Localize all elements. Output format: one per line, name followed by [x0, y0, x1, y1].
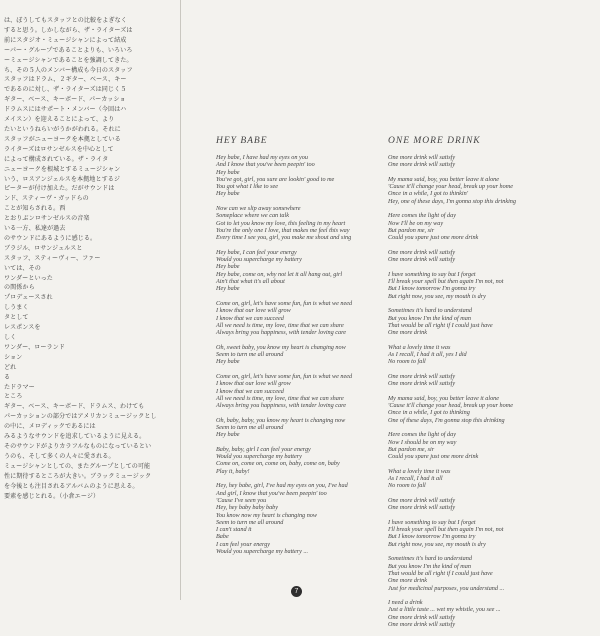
lyric-line: You know now my heart is changing now: [216, 511, 318, 519]
lyric-line: I have something to say but I forget: [388, 518, 476, 526]
lyric-stanza: [388, 307, 593, 336]
notes-line: ーミュージシャンであることを強調してきた。: [4, 56, 133, 64]
notes-line: のサウンドにあるように感じる。: [4, 234, 97, 242]
lyric-line: I can feel your energy: [216, 540, 271, 548]
lyric-line: No room to fall: [388, 358, 426, 366]
notes-line: ギター、ベース、キーボード、パーカッショ: [4, 96, 126, 104]
notes-line: いう、ロスアンジェルスを本拠地とするジ: [4, 175, 121, 183]
lyric-line: Seem to turn me all around: [216, 351, 284, 359]
lyric-stanza: [388, 519, 593, 548]
lyric-stanza: [388, 344, 593, 366]
notes-line: によって構成されている。ザ・ライタ: [4, 155, 109, 163]
lyric-line: That would be all right if I could just have: [388, 569, 493, 577]
lyric-line: My mama said, boy, you better leave it alone: [388, 175, 500, 183]
lyric-stanza: [216, 300, 381, 336]
lyric-line: Come on, come on, come on, baby, come on, baby: [216, 460, 340, 468]
lyric-line: I need a drink: [388, 599, 423, 607]
lyric-stanza: [216, 482, 381, 555]
lyric-line: I can't stand it: [216, 526, 252, 534]
lyric-line: Here comes the light of day: [388, 212, 456, 220]
lyric-line: Hey babe, I have had my eyes on you: [216, 154, 308, 161]
lyric-line: Got to let you know my love, this feeling in my heart: [216, 219, 346, 227]
lyric-line: And girl, I know that you've been peepin' too: [216, 489, 327, 497]
lyric-line: Could you spare just one more drink: [388, 453, 479, 461]
lyric-line: One more drink will satisfy: [388, 372, 456, 380]
notes-line: ことが知らされる。西: [4, 205, 66, 213]
notes-line: みるようなサウンドを追求しているように見える。: [4, 433, 146, 441]
notes-line: ところ: [4, 393, 23, 401]
notes-line: とおりぶンロサンゼルスの音楽: [4, 215, 90, 223]
lyric-line: Oh, baby, baby, you know my heart is changing now: [216, 416, 346, 424]
lyric-line: All we need is time, my love, time that we can share: [216, 321, 344, 329]
notes-line: どれ: [4, 363, 17, 371]
lyric-line: Ain't that what it's all about: [216, 278, 285, 286]
notes-line: であるのに対し、ザ・ライターズは同じく５: [4, 86, 127, 94]
lyric-line: What a lovely time it was: [388, 343, 451, 351]
lyric-line: Now I should be on my way: [388, 438, 457, 446]
lyric-line: Here comes the light of day: [388, 431, 456, 439]
notes-line: を今後とも注目されるアルバムのように思える。: [4, 482, 139, 490]
lyric-line: One more drink will satisfy: [388, 621, 456, 628]
song-title-one-more-drink: ONE MORE DRINK: [388, 136, 481, 146]
column-divider: [180, 0, 181, 600]
notes-line: ミュージシャンとしての、またグループとしての可能: [4, 462, 151, 470]
lyric-line: Come on, girl, let's have some fun, fun is what we need: [216, 299, 353, 307]
lyric-line: Seem to turn me all around: [216, 423, 284, 431]
lyric-stanza: [388, 212, 593, 241]
lyric-line: Babe: [216, 533, 229, 541]
notes-line: ピーターが付け加えた。だがサウンドは: [4, 185, 115, 193]
notes-line: しく: [4, 334, 17, 341]
notes-line: る: [4, 373, 11, 381]
notes-line: いては、その: [4, 264, 41, 272]
lyric-line: But I know tomorrow I'm gonna try: [388, 285, 476, 293]
notes-line: ブラジル、ロサンジェルスと: [4, 244, 83, 252]
notes-line: は、ぼうしてもスタッフとの比較をよぎなく: [4, 17, 127, 24]
lyric-line: No room to fall: [388, 482, 426, 490]
lyric-line: But you know I'm the kind of man: [388, 562, 471, 570]
lyric-line: Hey babe, I can feel your energy: [216, 248, 297, 256]
notes-line: ーパー・グループであることよりも、いろいろ: [4, 46, 133, 54]
lyric-line: That would be all right if I could just have: [388, 321, 493, 329]
lyric-line: Hey, hey babe, girl, I've had my eyes on you, I've had: [216, 482, 348, 490]
lyric-line: You've got, girl, you sure are lookin' good to me: [216, 175, 335, 183]
lyric-line: But right now, you see, my mouth is dry: [388, 540, 486, 548]
notes-line: の中に、メロディックであるには: [4, 423, 96, 431]
lyric-line: One more drink: [388, 329, 427, 337]
lyric-line: I'll break your spell but then again I'm not, not: [388, 278, 504, 286]
lyric-stanza: [216, 344, 381, 366]
lyric-line: Just for medicinal purposes, you understand ...: [388, 584, 505, 592]
lyric-line: One more drink will satisfy: [388, 380, 456, 388]
lyric-line: I have something to say but I forget: [388, 270, 476, 278]
lyric-stanza: [216, 249, 381, 293]
lyric-stanza: [388, 431, 593, 460]
lyric-line: But pardon me, sir: [388, 445, 435, 453]
lyric-stanza: [216, 154, 381, 198]
notes-line: ライターズはロサンゼルスを中心として: [4, 145, 114, 153]
notes-line: ギター、ベース、キーボード、ドラムス、わけても: [4, 403, 145, 411]
lyric-line: Every time I see you, girl, you make me shout and sing: [216, 234, 352, 242]
page-number-badge: 7: [291, 586, 302, 597]
lyric-line: Hey babe: [216, 263, 240, 271]
lyric-line: All we need is time, my love, time that we can share: [216, 394, 344, 402]
notes-line: そのサウンドがよりカラフルなものになっているとい: [4, 442, 152, 450]
lyric-line: Now can we slip away somewhere: [216, 205, 301, 213]
lyric-line: Baby, baby, girl I can feel your energy: [216, 445, 311, 453]
notes-line: ニューヨークを根城とするミュージシャン: [4, 165, 121, 173]
notes-line: パーカッションの部分ではアメリカンミュージックとし: [4, 413, 157, 421]
notes-line: 性に期待するところが大きい。ブラックミュージック: [4, 472, 152, 480]
notes-line: すると思う。しかしながら、ザ・ライターズは: [4, 26, 133, 34]
lyric-stanza: [388, 271, 593, 300]
lyric-line: Hey babe: [216, 285, 240, 293]
lyric-line: Would you supercharge my battery ...: [216, 548, 309, 556]
lyric-line: I'll break your spell but then again I'm not, not: [388, 526, 504, 534]
notes-line: ワンダー、ローランド: [4, 343, 65, 351]
lyric-line: One more drink will satisfy: [388, 496, 456, 504]
lyric-stanza: [216, 417, 381, 439]
lyric-line: Could you spare just one more drink: [388, 234, 479, 242]
lyric-line: I know that our love will grow: [216, 380, 291, 388]
notes-line: スタッフ、スティーヴィー、ファー: [4, 254, 101, 262]
lyric-line: Play it, baby!: [216, 467, 250, 475]
lyric-line: One more drink will satisfy: [388, 504, 456, 512]
lyric-line: My mama said, boy, you better leave it alone: [388, 394, 500, 402]
notes-line: 前にスタジオ・ミュージシャンによって結成: [4, 36, 127, 44]
lyric-stanza: [388, 395, 593, 424]
lyric-line: One more drink: [388, 577, 427, 585]
lyric-stanza: [216, 373, 381, 409]
lyric-line: Someplace where we can talk: [216, 212, 289, 220]
notes-line: ション: [4, 353, 23, 361]
lyric-stanza: [388, 154, 593, 169]
lyric-line: Hey babe, come on, why not let it all hang out, girl: [216, 270, 343, 278]
lyric-line: You got what I like to see: [216, 183, 278, 191]
lyric-line: Always bring you happiness, with tender loving care: [216, 329, 347, 337]
lyric-line: Now I'll be on my way: [388, 219, 444, 227]
lyric-stanza: [388, 373, 593, 388]
lyric-line: You're the only one I love, that makes me feel this way: [216, 226, 350, 234]
lyric-line: One of these days, I'm gonna stop this drinking: [388, 416, 505, 424]
lyrics-one-more-drink: [388, 154, 593, 628]
lyric-line: What a lovely time it was: [388, 467, 451, 475]
notes-line: 要素を感じとれる。（小倉エージ）: [4, 492, 100, 500]
lyric-line: Hey babe: [216, 431, 240, 439]
notes-line: いる一方、私達が過去: [4, 225, 66, 233]
lyric-line: But I know tomorrow I'm gonna try: [388, 533, 476, 541]
lyric-stanza: [388, 497, 593, 512]
lyric-line: Hey, hey baby baby baby: [216, 504, 279, 512]
lyric-line: Hey, one of these days, I'm gonna stop this drinking: [388, 197, 516, 205]
lyric-line: Hey babe: [216, 358, 240, 366]
notes-line: しうまく: [4, 304, 29, 312]
lyric-line: Seem to turn me all around: [216, 518, 284, 526]
lyric-line: Always bring you happiness, with tender loving care: [216, 402, 347, 410]
notes-line: ち、その５人のメンバー構成も今日のスタッフ: [4, 66, 133, 74]
notes-line: たドラマー: [4, 383, 35, 391]
notes-line: ワンダーといった: [4, 274, 53, 282]
lyric-stanza: [388, 176, 593, 205]
lyrics-hey-babe: [216, 154, 381, 555]
lyric-line: Oh, sweet baby, you know my heart is changing now: [216, 343, 346, 351]
notes-line: レスポンスを: [4, 324, 41, 332]
notes-line: スタッフはドラム、２ギター、ベース、キー: [4, 76, 127, 84]
lyric-line: Hey babe: [216, 190, 240, 198]
lyric-line: 'Cause it'll change your head, break up your home: [388, 402, 513, 410]
lyric-line: But you know I'm the kind of man: [388, 314, 471, 322]
lyric-line: And I know that you've been peepin' too: [216, 161, 315, 169]
lyric-stanza: [388, 555, 593, 591]
lyric-line: But right now, you see, my mouth is dry: [388, 292, 486, 300]
lyric-line: As I recall, I had it all, yes I did: [388, 351, 467, 359]
lyric-line: Once in a while, I got to thinking: [388, 409, 470, 417]
song-title-hey-babe: HEY BABE: [216, 136, 268, 146]
lyric-line: Hey babe: [216, 168, 240, 176]
lyric-line: I know that we can succeed: [216, 314, 284, 322]
lyric-line: Just a little taste ... wet my whistle, you see ...: [388, 606, 501, 614]
lyric-line: I know that we can succeed: [216, 387, 284, 395]
lyric-line: One more drink will satisfy: [388, 154, 456, 161]
lyric-stanza: [216, 446, 381, 475]
lyric-line: One more drink will satisfy: [388, 161, 456, 169]
notes-line: メイスン）を迎えることによって、より: [4, 116, 115, 124]
notes-line: スタッフがニューヨークを本拠としている: [4, 135, 121, 143]
notes-line: の関係から: [4, 284, 35, 292]
lyric-stanza: [388, 249, 593, 264]
song-one-more-drink: [388, 136, 593, 636]
japanese-notes-column: [4, 16, 166, 586]
lyric-line: 'Cause it'll change your head, break up your home: [388, 183, 513, 191]
notes-line: タとして: [4, 314, 29, 322]
lyric-line: One more drink will satisfy: [388, 613, 456, 621]
lyric-line: I know that our love will grow: [216, 307, 291, 315]
lyric-line: Sometimes it's hard to understand: [388, 555, 472, 563]
lyric-line: Would you supercharge my battery: [216, 453, 302, 461]
notes-line: うのも、そして多くの人々に愛される。: [4, 452, 115, 460]
lyric-stanza: [388, 599, 593, 628]
lyric-line: But pardon me, sir: [388, 226, 435, 234]
notes-line: ンド、スティーヴ・ガッドらの: [4, 195, 89, 203]
lyric-line: One more drink will satisfy: [388, 256, 456, 264]
lyric-stanza: [216, 205, 381, 241]
lyric-line: Come on, girl, let's have some fun, fun is what we need: [216, 372, 353, 380]
lyric-line: 'Cause I've seen you: [216, 496, 267, 504]
lyric-line: Would you supercharge my battery: [216, 256, 302, 264]
lyric-stanza: [388, 468, 593, 490]
notes-line: たいというねらいがうかがわれる。それに: [4, 125, 121, 133]
lyric-line: Sometimes it's hard to understand: [388, 307, 472, 315]
notes-line: ドラムスにはサポート・メンバー（今回はハ: [4, 106, 127, 114]
lyric-line: As I recall, I had it all: [388, 475, 443, 483]
notes-line: プロデュースされ: [4, 294, 53, 302]
lyric-line: Once in a while, I got to thinkin': [388, 190, 469, 198]
lyric-line: One more drink will satisfy: [388, 248, 456, 256]
song-hey-babe: [216, 136, 381, 563]
